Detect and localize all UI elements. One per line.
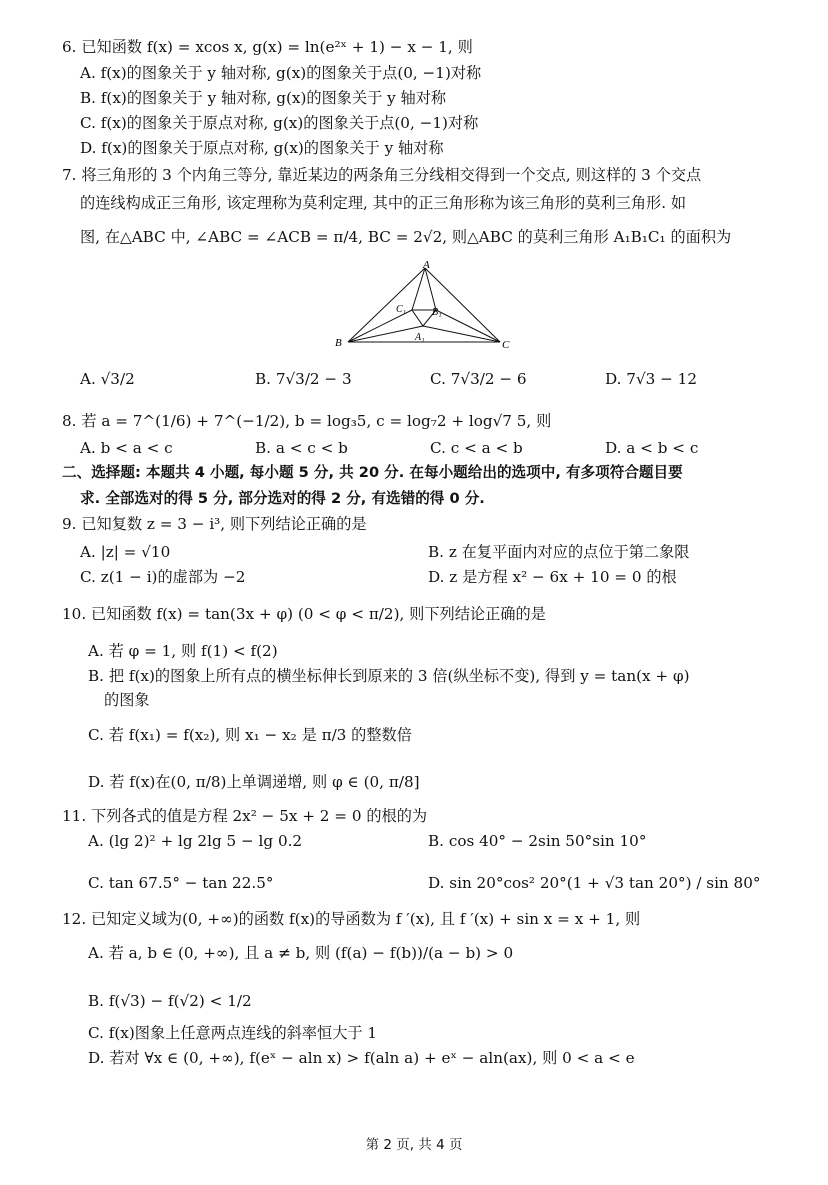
trisector-a-b1 <box>425 268 436 310</box>
label-b1: B₁ <box>432 307 442 318</box>
page-number: 第 2 页, 共 4 页 <box>365 1137 463 1153</box>
q9-option-b: B. z 在复平面内对应的点位于第二象限 <box>428 543 690 561</box>
trisector-c-b1 <box>436 310 500 342</box>
q9-option-d: D. z 是方程 x² − 6x + 10 = 0 的根 <box>428 568 677 586</box>
q8-option-b: B. a < c < b <box>255 439 348 457</box>
q10-option-d: D. 若 f(x)在(0, π/8)上单调递增, 则 φ ∈ (0, π/8] <box>88 773 420 791</box>
q6-option-a: A. f(x)的图象关于 y 轴对称, g(x)的图象关于点(0, −1)对称 <box>80 64 482 82</box>
section2-heading-line1: 二、选择题: 本题共 4 小题, 每小题 5 分, 共 20 分. 在每小题给出的选项中, 有多项符合题目要 <box>62 464 683 481</box>
q7-option-a: A. √3/2 <box>80 370 135 388</box>
q12-option-c: C. f(x)图象上任意两点连线的斜率恒大于 1 <box>88 1024 378 1042</box>
q7-option-d: D. 7√3 − 12 <box>605 370 697 388</box>
q12-option-a: A. 若 a, b ∈ (0, +∞), 且 a ≠ b, 则 (f(a) − f(b))/(a − b) > 0 <box>88 944 514 962</box>
q11-option-c: C. tan 67.5° − tan 22.5° <box>88 874 274 892</box>
q6-option-c: C. f(x)的图象关于原点对称, g(x)的图象关于点(0, −1)对称 <box>80 114 479 132</box>
q7-option-b: B. 7√3/2 − 3 <box>255 370 352 388</box>
morley-triangle-figure <box>330 258 520 352</box>
section2-heading-line2: 求. 全部选对的得 5 分, 部分选对的得 2 分, 有选错的得 0 分. <box>80 490 485 507</box>
label-b: B <box>335 337 342 349</box>
q12-option-d: D. 若对 ∀x ∈ (0, +∞), f(eˣ − aln x) > f(aln a) + eˣ − aln(ax), 则 0 < a < e <box>88 1049 635 1067</box>
q10-option-a: A. 若 φ = 1, 则 f(1) < f(2) <box>88 642 278 660</box>
q7-option-c: C. 7√3/2 − 6 <box>430 370 527 388</box>
q12-stem: 12. 已知定义域为(0, +∞)的函数 f(x)的导函数为 f ′(x), 且 f ′(x) + sin x = x + 1, 则 <box>62 910 641 928</box>
q12-option-b: B. f(√3) − f(√2) < 1/2 <box>88 992 252 1010</box>
q9-option-a: A. |z| = √10 <box>80 543 171 561</box>
q7-stem-line1: 7. 将三角形的 3 个内角三等分, 靠近某边的两条角三分线相交得到一个交点, 则这样的 3 个交点 <box>62 166 702 184</box>
q10-option-b-cont: 的图象 <box>104 691 150 709</box>
q10-option-c: C. 若 f(x₁) = f(x₂), 则 x₁ − x₂ 是 π/3 的整数倍 <box>88 726 412 744</box>
q6-option-d: D. f(x)的图象关于原点对称, g(x)的图象关于 y 轴对称 <box>80 139 444 157</box>
q11-option-a: A. (lg 2)² + lg 2lg 5 − lg 0.2 <box>88 832 303 850</box>
label-a: A <box>423 259 430 271</box>
q8-option-a: A. b < a < c <box>80 439 173 457</box>
q11-option-b: B. cos 40° − 2sin 50°sin 10° <box>428 832 647 850</box>
q10-stem: 10. 已知函数 f(x) = tan(3x + φ) (0 < φ < π/2), 则下列结论正确的是 <box>62 605 546 623</box>
q7-stem-line3: 图, 在△ABC 中, ∠ABC = ∠ACB = π/4, BC = 2√2, 则△ABC 的莫利三角形 A₁B₁C₁ 的面积为 <box>80 228 732 246</box>
q10-option-b: B. 把 f(x)的图象上所有点的横坐标伸长到原来的 3 倍(纵坐标不变), 得到 y = tan(x + φ) <box>88 667 690 685</box>
q9-stem: 9. 已知复数 z = 3 − i³, 则下列结论正确的是 <box>62 515 367 533</box>
label-a1: A₁ <box>415 332 425 343</box>
q7-stem-line2: 的连线构成正三角形, 该定理称为莫利定理, 其中的正三角形称为该三角形的莫利三角形. 如 <box>80 194 687 212</box>
label-c: C <box>502 339 510 351</box>
q11-stem: 11. 下列各式的值是方程 2x² − 5x + 2 = 0 的根的为 <box>62 807 428 825</box>
q6-stem: 6. 已知函数 f(x) = xcos x, g(x) = ln(e²ˣ + 1) − x − 1, 则 <box>62 38 473 56</box>
q8-option-c: C. c < a < b <box>430 439 523 457</box>
q9-option-c: C. z(1 − i)的虚部为 −2 <box>80 568 246 586</box>
trisector-b-a1 <box>348 326 423 342</box>
q11-option-d: D. sin 20°cos² 20°(1 + √3 tan 20°) / sin 80° <box>428 874 761 892</box>
q8-stem: 8. 若 a = 7^(1/6) + 7^(−1/2), b = log₃5, c = log₇2 + log√7 5, 则 <box>62 412 552 430</box>
trisector-c-a1 <box>423 326 500 342</box>
label-c1: C₁ <box>396 304 407 315</box>
q8-option-d: D. a < b < c <box>605 439 699 457</box>
q6-option-b: B. f(x)的图象关于 y 轴对称, g(x)的图象关于 y 轴对称 <box>80 89 447 107</box>
side-ac <box>425 268 500 342</box>
